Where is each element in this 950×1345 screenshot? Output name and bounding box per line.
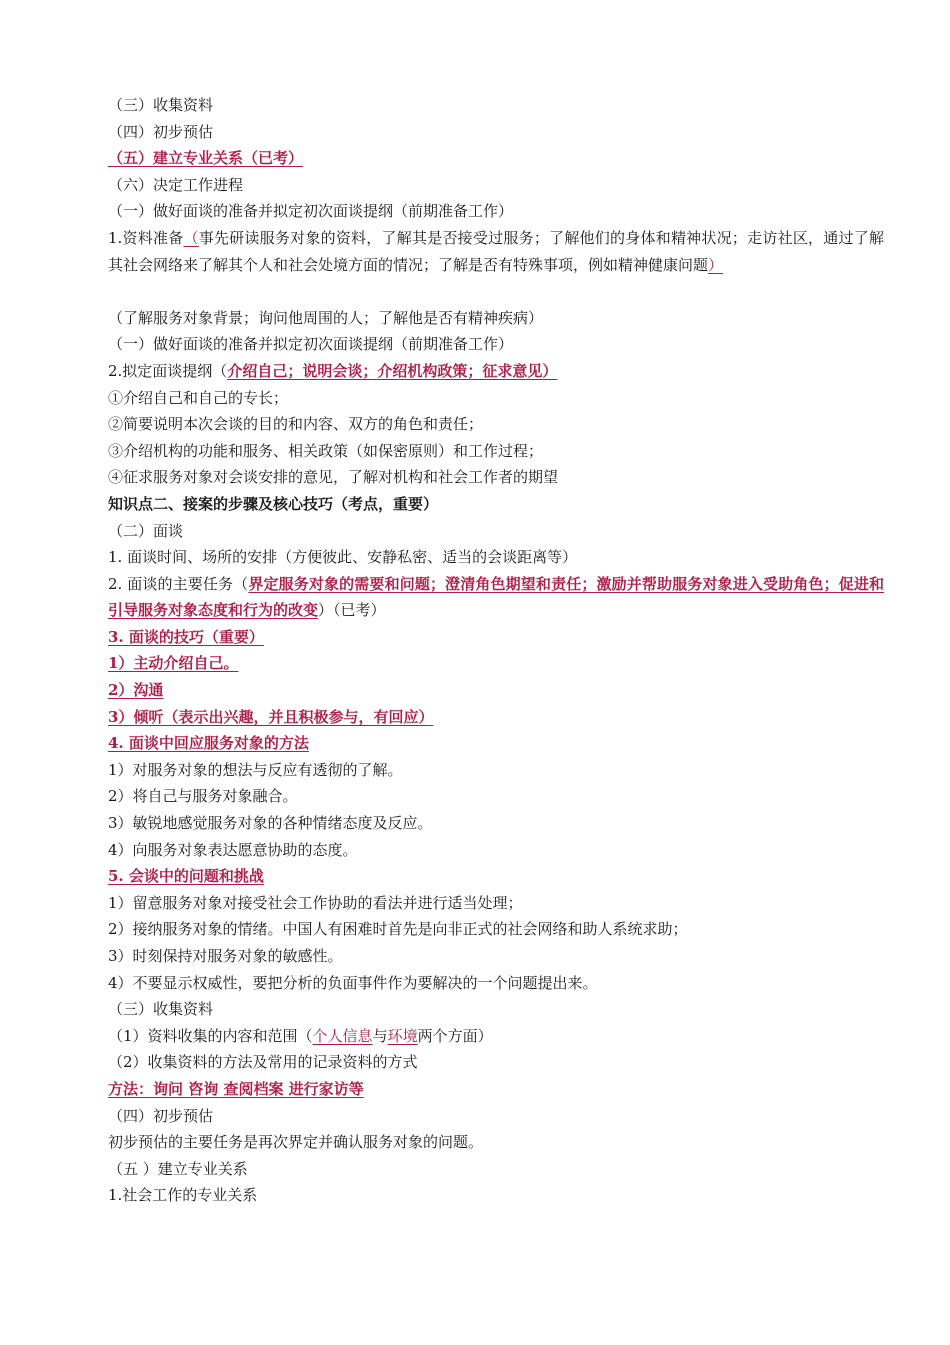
line-response-methods	[108, 730, 884, 757]
text: 2.拟定面谈提纲（	[108, 361, 228, 380]
line-outline	[108, 358, 884, 385]
knowledge-point-heading: 知识点二、接案的步骤及核心技巧（考点，重要）	[108, 494, 439, 513]
document-body	[108, 92, 884, 1209]
line-method-4: 4）向服务对象表达愿意协助的态度。	[108, 840, 358, 859]
text: 两个方面）	[417, 1026, 493, 1045]
line-build-relationship-heading-2: （五 ）建立专业关系	[108, 1159, 248, 1178]
highlight-text: 1）主动介绍自己。	[108, 654, 239, 673]
line-interview-skills	[108, 624, 884, 651]
line-problem-2: 2）接纳服务对象的情绪。中国人有困难时首先是向非正式的社会网络和助人系统求助；	[108, 920, 688, 939]
paragraph-material-prep	[108, 225, 884, 305]
line-method-1: 1）对服务对象的想法与反应有透彻的了解。	[108, 760, 403, 779]
text: （1）资料收集的内容和范围（	[108, 1026, 313, 1045]
line-problem-3: 3）时刻保持对服务对象的敏感性。	[108, 947, 343, 966]
line-interview-heading: （二）面谈	[108, 521, 184, 540]
highlight-text: 3）倾听（表示出兴趣，并且积极参与，有回应）	[108, 707, 434, 726]
highlight-text: ）	[708, 255, 724, 274]
line-interview-arrangement: 1. 面谈时间、场所的安排（方便彼此、安静私密、适当的会谈距离等）	[108, 548, 578, 567]
highlight-text: 方法：询问 咨询 查阅档案 进行家访等	[108, 1079, 364, 1098]
line-collection-scope	[108, 1023, 884, 1050]
line-skill-2	[108, 677, 884, 704]
line-collect-info-heading-2: （三）收集资料	[108, 1000, 214, 1019]
line-skill-1	[108, 650, 884, 677]
line-methods-highlight	[108, 1076, 884, 1103]
highlight-text: 5. 会谈中的问题和挑战	[108, 867, 264, 886]
line-outline-item-2: ②简要说明本次会谈的目的和内容、双方的角色和责任；	[108, 415, 484, 434]
line-outline-item-4: ④征求服务对象对会谈安排的意见，了解对机构和社会工作者的期望	[108, 468, 559, 487]
highlight-text: （	[183, 228, 199, 247]
line-preliminary-assessment-heading: （四）初步预估	[108, 122, 214, 141]
line-collection-methods: （2）收集资料的方法及常用的记录资料的方式	[108, 1053, 418, 1072]
highlight-text: 界定服务对象的需要和问题；澄清角色期望和责任；激励并帮助服务对象进入受助角色；促进和引导服务对象态度和行为的改变	[108, 574, 884, 620]
line-outline-item-3: ③介绍机构的功能和服务、相关政策（如保密原则）和工作过程；	[108, 441, 544, 460]
line-preliminary-assessment-heading-2: （四）初步预估	[108, 1106, 214, 1125]
text: 事先研读服务对象的资料，了解其是否接受过服务；了解他们的身体和精神状况；走访社区，通过了解其社会网络来了解其个人和社会处境方面的情况；了解是否有特殊事项，例如精神健康问题	[108, 228, 884, 274]
line-background-note: （了解服务对象背景；询问他周围的人；了解他是否有精神疾病）	[108, 308, 544, 327]
line-problem-1: 1）留意服务对象对接受社会工作协助的看法并进行适当处理；	[108, 893, 523, 912]
text: 与	[372, 1026, 388, 1045]
line-decide-process-heading: （六）决定工作进程	[108, 175, 244, 194]
line-build-relationship-heading	[108, 145, 884, 172]
line-outline-item-1: ①介绍自己和自己的专长；	[108, 388, 289, 407]
line-problem-4: 4）不要显示权威性，要把分析的负面事件作为要解决的一个问题提出来。	[108, 973, 598, 992]
text: 2. 面谈的主要任务（	[108, 574, 249, 593]
line-professional-relationship: 1.社会工作的专业关系	[108, 1186, 258, 1205]
highlight-text: 4. 面谈中回应服务对象的方法	[108, 734, 309, 753]
line-skill-3	[108, 704, 884, 731]
text: 1.资料准备	[108, 228, 184, 247]
paragraph-interview-tasks	[108, 571, 884, 624]
highlight-text: 个人信息	[312, 1026, 373, 1045]
highlight-text: 介绍自己；说明会谈；介绍机构政策；征求意见）	[227, 361, 558, 380]
highlight-text: 3. 面谈的技巧（重要）	[108, 627, 264, 646]
line-interview-prep-heading-2: （一）做好面谈的准备并拟定初次面谈提纲（前期准备工作）	[108, 335, 514, 354]
line-method-2: 2）将自己与服务对象融合。	[108, 787, 298, 806]
highlight-text: 2）沟通	[108, 681, 164, 700]
highlight-text: 环境	[387, 1026, 418, 1045]
text: ）（已考）	[318, 601, 386, 620]
line-interview-prep-heading: （一）做好面谈的准备并拟定初次面谈提纲（前期准备工作）	[108, 202, 514, 221]
line-method-3: 3）敏锐地感觉服务对象的各种情绪态度及反应。	[108, 814, 433, 833]
line-collect-info-heading: （三）收集资料	[108, 96, 214, 114]
line-assessment-task: 初步预估的主要任务是再次界定并确认服务对象的问题。	[108, 1133, 484, 1152]
line-problems-challenges	[108, 863, 884, 890]
highlight-text: （五）建立专业关系（已考）	[108, 149, 304, 168]
